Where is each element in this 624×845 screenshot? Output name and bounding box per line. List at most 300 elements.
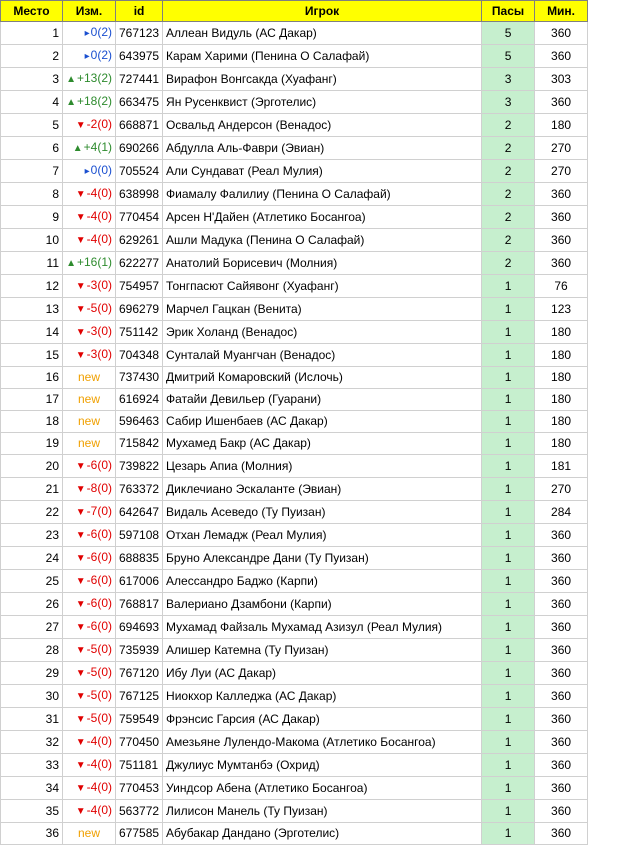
header-place[interactable]: Место [1,1,63,22]
cell-minutes[interactable]: 360 [535,229,588,252]
cell-minutes[interactable]: 360 [535,570,588,593]
table-row [1,570,602,593]
cell-change[interactable] [63,524,116,547]
change-value: -7(0) [86,504,112,518]
cell-player[interactable]: Уиндсор Абена (Атлетико Босангоа) [163,777,482,800]
cell-place[interactable]: 12 [1,275,63,298]
cell-minutes[interactable]: 360 [535,777,588,800]
cell-id[interactable]: 663475 [116,91,163,114]
arrow-down-icon: ▼ [75,350,86,361]
cell-change[interactable] [63,478,116,501]
cell-player[interactable]: Мухамад Файзаль Мухамад Азизул (Реал Мулия) [163,616,482,639]
cell-place[interactable]: 25 [1,570,63,593]
cell-place[interactable]: 2 [1,45,63,68]
cell-place[interactable]: 4 [1,91,63,114]
cell-minutes[interactable]: 360 [535,616,588,639]
cell-player[interactable]: Джулиус Мумтанбэ (Охрид) [163,754,482,777]
cell-minutes[interactable]: 180 [535,321,588,344]
cell-id[interactable]: 754957 [116,275,163,298]
cell-player[interactable]: Бруно Александре Дани (Ту Пуизан) [163,547,482,570]
cell-change[interactable] [63,455,116,478]
cell-minutes[interactable]: 181 [535,455,588,478]
cell-id[interactable]: 596463 [116,411,163,433]
table-row [1,206,602,229]
cell-edge [588,275,602,298]
cell-player[interactable]: Фрэнсис Гарсия (АС Дакар) [163,708,482,731]
table-row [1,45,602,68]
table-row [1,344,602,367]
cell-passes[interactable]: 1 [482,639,535,662]
cell-edge [588,183,602,206]
cell-player[interactable]: Анатолий Борисевич (Молния) [163,252,482,275]
header-minutes[interactable]: Мин. [535,1,588,22]
cell-minutes[interactable]: 270 [535,137,588,160]
cell-id[interactable]: 690266 [116,137,163,160]
cell-place[interactable]: 15 [1,344,63,367]
cell-change[interactable] [63,662,116,685]
cell-passes[interactable]: 1 [482,455,535,478]
cell-change[interactable] [63,252,116,275]
cell-minutes[interactable]: 270 [535,160,588,183]
cell-change[interactable] [63,501,116,524]
cell-id[interactable]: 597108 [116,524,163,547]
cell-passes[interactable]: 2 [482,137,535,160]
cell-passes[interactable]: 1 [482,501,535,524]
cell-passes[interactable]: 1 [482,275,535,298]
cell-id[interactable]: 616924 [116,389,163,411]
cell-minutes[interactable]: 180 [535,411,588,433]
cell-place[interactable]: 17 [1,389,63,411]
cell-id[interactable]: 677585 [116,823,163,845]
cell-player[interactable]: Али Сундават (Реал Мулия) [163,160,482,183]
table-row [1,367,602,389]
cell-place[interactable]: 29 [1,662,63,685]
change-value: +13(2) [76,71,112,85]
cell-passes[interactable]: 2 [482,229,535,252]
cell-minutes[interactable]: 303 [535,68,588,91]
cell-player[interactable]: Вирафон Вонгсакда (Хуафанг) [163,68,482,91]
cell-place[interactable]: 16 [1,367,63,389]
cell-id[interactable]: 770453 [116,777,163,800]
cell-minutes[interactable]: 180 [535,433,588,455]
table-row [1,524,602,547]
cell-place[interactable]: 23 [1,524,63,547]
cell-minutes[interactable]: 180 [535,367,588,389]
cell-minutes[interactable]: 360 [535,800,588,823]
cell-player[interactable]: Ян Русенквист (Эрготелис) [163,91,482,114]
cell-passes[interactable]: 1 [482,547,535,570]
cell-passes[interactable]: 3 [482,91,535,114]
cell-change[interactable] [63,275,116,298]
table-row [1,754,602,777]
cell-minutes[interactable]: 360 [535,547,588,570]
arrow-down-icon: ▼ [75,691,86,702]
table-row [1,593,602,616]
cell-edge [588,639,602,662]
cell-edge [588,367,602,389]
cell-passes[interactable]: 1 [482,616,535,639]
cell-passes[interactable]: 1 [482,662,535,685]
cell-passes[interactable]: 1 [482,344,535,367]
cell-change[interactable] [63,183,116,206]
header-passes[interactable]: Пасы [482,1,535,22]
cell-passes[interactable]: 1 [482,298,535,321]
change-value: -5(0) [86,711,112,725]
change-value: new [77,826,100,840]
table-row [1,229,602,252]
flag-icon: ▸ [84,51,90,62]
table-body [1,22,602,845]
cell-edge [588,501,602,524]
cell-id[interactable]: 751181 [116,754,163,777]
cell-passes[interactable]: 1 [482,593,535,616]
arrow-up-icon: ▲ [66,74,76,85]
cell-id[interactable]: 768817 [116,593,163,616]
cell-place[interactable]: 8 [1,183,63,206]
cell-place[interactable]: 13 [1,298,63,321]
cell-place[interactable]: 27 [1,616,63,639]
cell-id[interactable]: 767120 [116,662,163,685]
cell-change[interactable] [63,160,116,183]
cell-player[interactable]: Валериано Дзамбони (Карпи) [163,593,482,616]
arrow-down-icon: ▼ [75,281,86,292]
cell-minutes[interactable]: 360 [535,754,588,777]
cell-change[interactable] [63,731,116,754]
cell-player[interactable]: Мухамед Бакр (АС Дакар) [163,433,482,455]
arrow-down-icon: ▼ [75,645,86,656]
arrow-down-icon: ▼ [75,553,86,564]
cell-edge [588,616,602,639]
cell-change[interactable] [63,298,116,321]
cell-id[interactable]: 668871 [116,114,163,137]
cell-change[interactable] [63,823,116,845]
cell-place[interactable]: 6 [1,137,63,160]
cell-passes[interactable]: 5 [482,22,535,45]
table-row [1,547,602,570]
change-value: -3(0) [86,347,112,361]
arrow-up-icon: ▲ [72,143,83,154]
cell-id[interactable]: 696279 [116,298,163,321]
cell-change[interactable] [63,754,116,777]
cell-player[interactable]: Абдулла Аль-Фаври (Эвиан) [163,137,482,160]
cell-edge [588,137,602,160]
table-row [1,685,602,708]
cell-place[interactable]: 36 [1,823,63,845]
cell-id[interactable]: 763372 [116,478,163,501]
change-value: -5(0) [86,665,112,679]
cell-id[interactable]: 767125 [116,685,163,708]
cell-minutes[interactable]: 360 [535,708,588,731]
cell-minutes[interactable]: 360 [535,91,588,114]
cell-minutes[interactable]: 360 [535,206,588,229]
cell-player[interactable]: Видаль Асеведо (Ту Пуизан) [163,501,482,524]
cell-player[interactable]: Карам Харими (Пенина О Салафай) [163,45,482,68]
cell-edge [588,298,602,321]
change-value: 0(2) [90,25,112,39]
table-row [1,321,602,344]
cell-place[interactable]: 35 [1,800,63,823]
cell-minutes[interactable]: 76 [535,275,588,298]
cell-passes[interactable]: 1 [482,800,535,823]
cell-passes[interactable]: 2 [482,206,535,229]
change-value: -5(0) [86,688,112,702]
cell-edge [588,433,602,455]
arrow-down-icon: ▼ [75,760,86,771]
cell-minutes[interactable]: 360 [535,662,588,685]
cell-place[interactable]: 18 [1,411,63,433]
change-value: 0(2) [90,48,112,62]
cell-passes[interactable]: 1 [482,754,535,777]
cell-passes[interactable]: 2 [482,114,535,137]
cell-minutes[interactable]: 123 [535,298,588,321]
cell-change[interactable] [63,593,116,616]
cell-id[interactable]: 563772 [116,800,163,823]
change-value: -4(0) [86,734,112,748]
cell-id[interactable]: 770454 [116,206,163,229]
cell-change[interactable] [63,344,116,367]
cell-id[interactable]: 715842 [116,433,163,455]
header-change[interactable]: Изм. [63,1,116,22]
header-player[interactable]: Игрок [163,1,482,22]
cell-player[interactable]: Марчел Гацкан (Венита) [163,298,482,321]
change-value: -6(0) [86,550,112,564]
table-row [1,777,602,800]
cell-passes[interactable]: 1 [482,823,535,845]
cell-minutes[interactable]: 180 [535,344,588,367]
cell-change[interactable] [63,389,116,411]
cell-minutes[interactable]: 360 [535,823,588,845]
cell-id[interactable]: 727441 [116,68,163,91]
table-row [1,455,602,478]
cell-place[interactable]: 22 [1,501,63,524]
cell-passes[interactable]: 1 [482,433,535,455]
cell-player[interactable]: Алишер Катемна (Ту Пуизан) [163,639,482,662]
cell-place[interactable]: 31 [1,708,63,731]
table-row [1,823,602,845]
cell-id[interactable]: 751142 [116,321,163,344]
cell-id[interactable]: 770450 [116,731,163,754]
arrow-down-icon: ▼ [75,599,86,610]
cell-place[interactable]: 28 [1,639,63,662]
table-row [1,731,602,754]
header-id[interactable]: id [116,1,163,22]
cell-player[interactable]: Лилисон Манель (Ту Пуизан) [163,800,482,823]
change-value: -6(0) [86,573,112,587]
cell-place[interactable]: 33 [1,754,63,777]
cell-player[interactable]: Ниокхор Калледжа (АС Дакар) [163,685,482,708]
cell-place[interactable]: 3 [1,68,63,91]
cell-passes[interactable]: 2 [482,183,535,206]
cell-place[interactable]: 9 [1,206,63,229]
cell-passes[interactable]: 1 [482,367,535,389]
cell-change[interactable] [63,321,116,344]
cell-id[interactable]: 759549 [116,708,163,731]
cell-minutes[interactable]: 360 [535,639,588,662]
change-value: -6(0) [86,458,112,472]
cell-place[interactable]: 7 [1,160,63,183]
cell-minutes[interactable]: 360 [535,731,588,754]
cell-minutes[interactable]: 360 [535,593,588,616]
cell-passes[interactable]: 3 [482,68,535,91]
cell-passes[interactable]: 1 [482,685,535,708]
cell-change[interactable] [63,547,116,570]
cell-passes[interactable]: 1 [482,411,535,433]
cell-minutes[interactable]: 180 [535,114,588,137]
cell-edge [588,206,602,229]
cell-edge [588,823,602,845]
arrow-down-icon: ▼ [75,304,86,315]
table-row [1,662,602,685]
cell-id[interactable]: 643975 [116,45,163,68]
cell-change[interactable] [63,685,116,708]
cell-place[interactable]: 30 [1,685,63,708]
change-value: new [77,414,100,428]
cell-id[interactable]: 617006 [116,570,163,593]
table-row [1,411,602,433]
cell-id[interactable]: 767123 [116,22,163,45]
arrow-down-icon: ▼ [75,576,86,587]
cell-edge [588,570,602,593]
cell-player[interactable]: Фиамалу Фалилиу (Пенина О Салафай) [163,183,482,206]
cell-id[interactable]: 705524 [116,160,163,183]
arrow-down-icon: ▼ [75,737,86,748]
cell-passes[interactable]: 1 [482,524,535,547]
change-value: -8(0) [86,481,112,495]
header-edge [588,1,602,22]
cell-change[interactable] [63,367,116,389]
cell-change[interactable] [63,229,116,252]
cell-passes[interactable]: 1 [482,570,535,593]
table-row [1,275,602,298]
cell-passes[interactable]: 1 [482,708,535,731]
cell-passes[interactable]: 1 [482,321,535,344]
cell-player[interactable]: Освальд Андерсон (Венадос) [163,114,482,137]
cell-player[interactable]: Сабир Ишенбаев (АС Дакар) [163,411,482,433]
cell-place[interactable]: 11 [1,252,63,275]
cell-place[interactable]: 14 [1,321,63,344]
arrow-down-icon: ▼ [75,806,86,817]
cell-place[interactable]: 24 [1,547,63,570]
cell-minutes[interactable]: 180 [535,389,588,411]
arrow-down-icon: ▼ [75,212,86,223]
cell-change[interactable] [63,800,116,823]
cell-player[interactable]: Арсен Н'Дайен (Атлетико Босангоа) [163,206,482,229]
cell-minutes[interactable]: 270 [535,478,588,501]
cell-change[interactable] [63,91,116,114]
cell-change[interactable] [63,777,116,800]
cell-minutes[interactable]: 360 [535,183,588,206]
change-value: +18(2) [76,94,112,108]
cell-place[interactable]: 20 [1,455,63,478]
cell-place[interactable]: 32 [1,731,63,754]
cell-player[interactable]: Сунталай Муангчан (Венадос) [163,344,482,367]
cell-player[interactable]: Ибу Луи (АС Дакар) [163,662,482,685]
cell-minutes[interactable]: 360 [535,22,588,45]
cell-minutes[interactable]: 360 [535,252,588,275]
cell-passes[interactable]: 1 [482,777,535,800]
cell-player[interactable]: Диклечиано Эскаланте (Эвиан) [163,478,482,501]
cell-id[interactable]: 737430 [116,367,163,389]
cell-change[interactable] [63,45,116,68]
cell-place[interactable]: 34 [1,777,63,800]
cell-change[interactable] [63,206,116,229]
cell-edge [588,389,602,411]
cell-player[interactable]: Амезьяне Лулендо-Макома (Атлетико Босангоа) [163,731,482,754]
cell-passes[interactable]: 1 [482,478,535,501]
cell-player[interactable]: Отхан Лемадж (Реал Мулия) [163,524,482,547]
cell-passes[interactable]: 5 [482,45,535,68]
table-row [1,433,602,455]
cell-place[interactable]: 21 [1,478,63,501]
cell-passes[interactable]: 1 [482,389,535,411]
cell-place[interactable]: 26 [1,593,63,616]
cell-player[interactable]: Абубакар Дандано (Эрготелис) [163,823,482,845]
cell-passes[interactable]: 1 [482,731,535,754]
cell-place[interactable]: 10 [1,229,63,252]
header-row [1,1,602,22]
cell-id[interactable]: 642647 [116,501,163,524]
cell-id[interactable]: 622277 [116,252,163,275]
cell-player[interactable]: Дмитрий Комаровский (Ислочь) [163,367,482,389]
cell-change[interactable] [63,639,116,662]
cell-id[interactable]: 688835 [116,547,163,570]
cell-change[interactable] [63,114,116,137]
cell-player[interactable]: Аллеан Видуль (АС Дакар) [163,22,482,45]
cell-change[interactable] [63,570,116,593]
cell-player[interactable]: Цезарь Апиа (Молния) [163,455,482,478]
table-row [1,639,602,662]
change-value: -4(0) [86,232,112,246]
cell-edge [588,524,602,547]
cell-player[interactable]: Ашли Мадука (Пенина О Салафай) [163,229,482,252]
cell-id[interactable]: 694693 [116,616,163,639]
cell-change[interactable] [63,433,116,455]
cell-id[interactable]: 629261 [116,229,163,252]
cell-change[interactable] [63,22,116,45]
cell-id[interactable]: 735939 [116,639,163,662]
cell-minutes[interactable]: 360 [535,685,588,708]
change-value: -6(0) [86,527,112,541]
cell-change[interactable] [63,68,116,91]
table-row [1,501,602,524]
cell-change[interactable] [63,708,116,731]
cell-place[interactable]: 5 [1,114,63,137]
cell-minutes[interactable]: 360 [535,45,588,68]
cell-passes[interactable]: 2 [482,252,535,275]
cell-id[interactable]: 638998 [116,183,163,206]
cell-change[interactable] [63,616,116,639]
arrow-down-icon: ▼ [75,714,86,725]
cell-player[interactable]: Эрик Холанд (Венадос) [163,321,482,344]
change-value: -6(0) [86,596,112,610]
arrow-down-icon: ▼ [75,120,86,131]
cell-player[interactable]: Тонгпасют Сайявонг (Хуафанг) [163,275,482,298]
cell-player[interactable]: Фатайи Девильер (Гуарани) [163,389,482,411]
cell-id[interactable]: 739822 [116,455,163,478]
cell-id[interactable]: 704348 [116,344,163,367]
change-value: -3(0) [86,324,112,338]
cell-passes[interactable]: 2 [482,160,535,183]
cell-edge [588,662,602,685]
cell-minutes[interactable]: 360 [535,524,588,547]
cell-change[interactable] [63,411,116,433]
cell-change[interactable] [63,137,116,160]
cell-edge [588,547,602,570]
cell-minutes[interactable]: 284 [535,501,588,524]
cell-place[interactable]: 1 [1,22,63,45]
cell-player[interactable]: Алессандро Баджо (Карпи) [163,570,482,593]
cell-place[interactable]: 19 [1,433,63,455]
